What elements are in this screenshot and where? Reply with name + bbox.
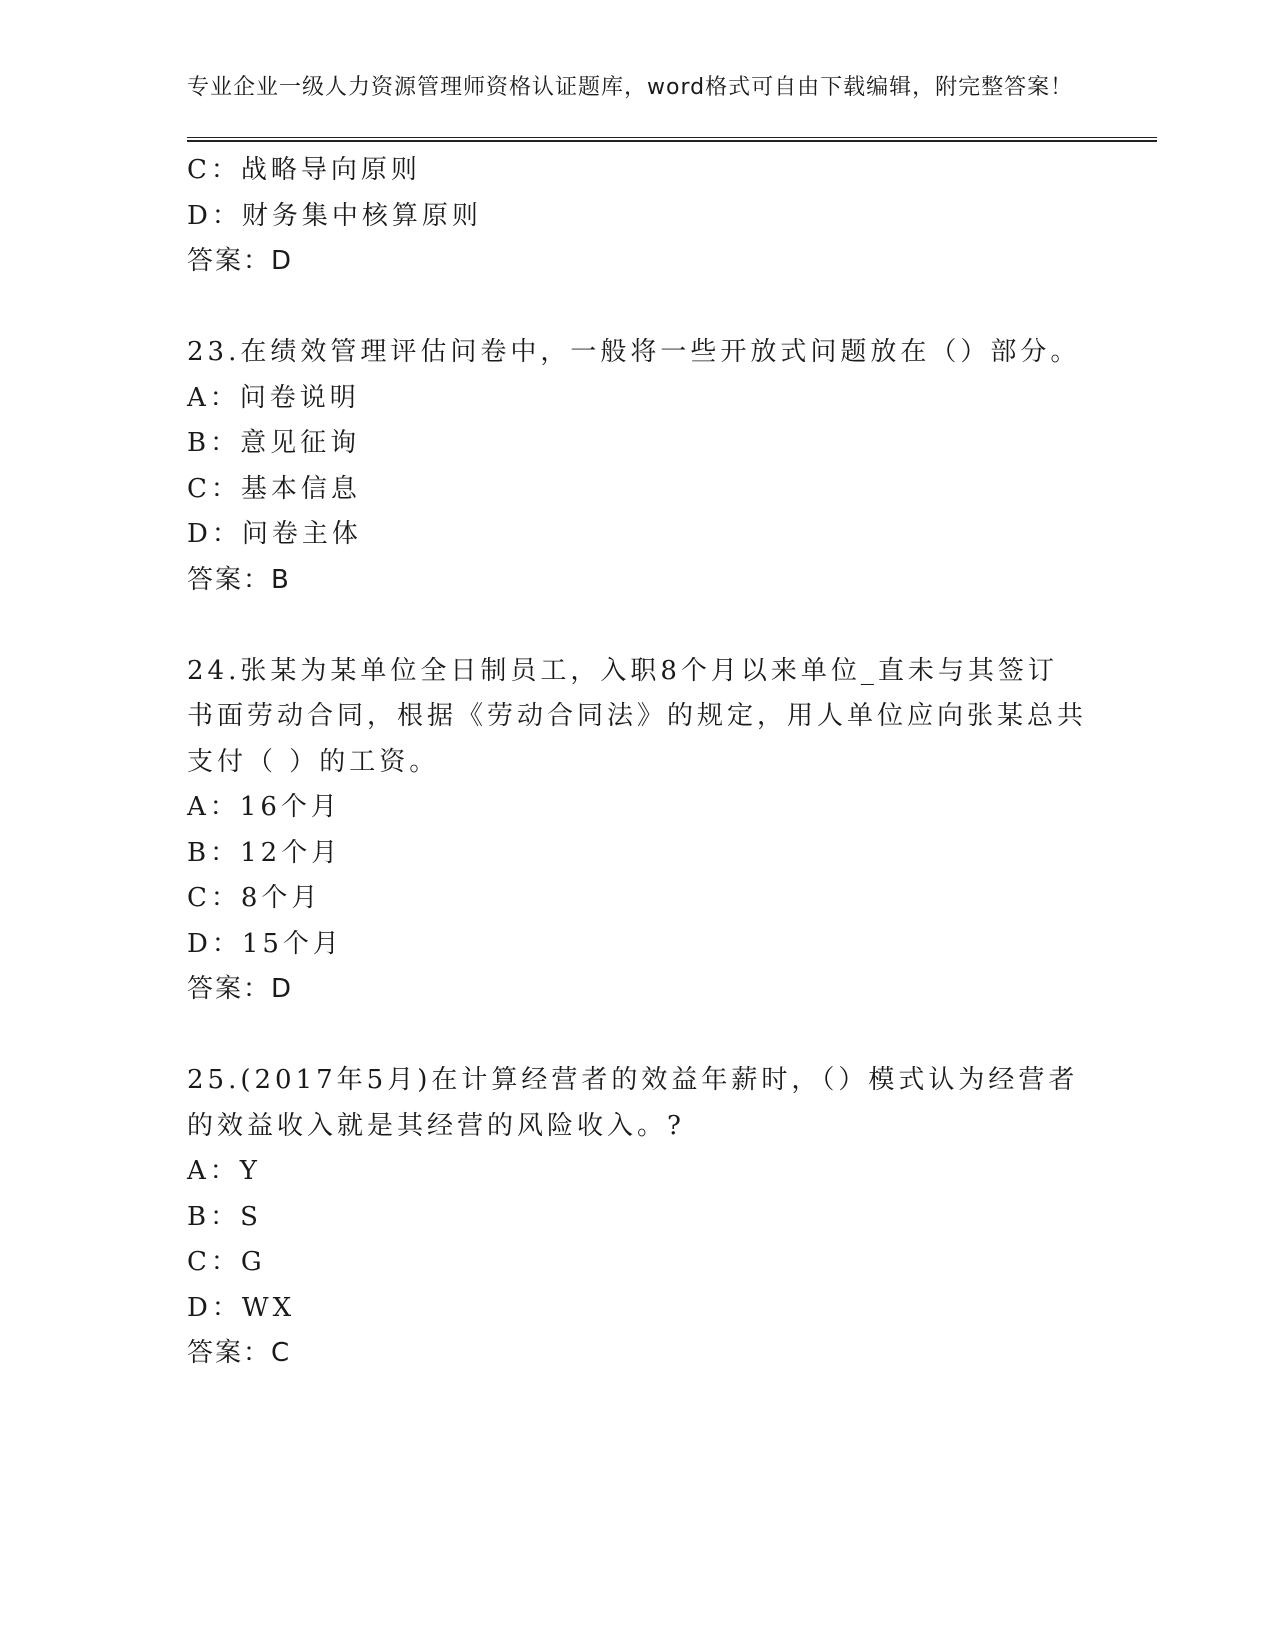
option-d: D：财务集中核算原则 (187, 200, 482, 231)
question-24-stem: 24.张某为某单位全日制员工，入职8个月以来单位_直未与其签订书面劳动合同，根据《劳动合同法》的规定，用人单位应向张某总共支付（ ）的工资。 (187, 655, 1088, 777)
question-25-option-c: C：G (187, 1247, 266, 1277)
question-24-option-d: D：15个月 (187, 928, 343, 959)
document-body (187, 148, 1157, 1377)
question-23-answer: 答案：B (187, 564, 291, 595)
question-25-stem: 25.(2017年5月)在计算经营者的效益年薪时，（）模式认为经营者的效益收入就是其经营的风险收入。? (187, 1065, 1079, 1141)
header-divider (187, 137, 1157, 142)
question-23-option-d: D：问卷主体 (187, 519, 362, 549)
spacer (187, 1013, 1157, 1059)
question-24-option-b: B：12个月 (187, 837, 342, 868)
question-25-option-d: D：WX (187, 1292, 296, 1323)
question-23-option-b: B：意见征询 (187, 428, 361, 458)
document-header: 专业企业一级人力资源管理师资格认证题库，word格式可自由下载编辑，附完整答案！ (187, 75, 1074, 100)
question-25-answer: 答案：C (187, 1338, 292, 1368)
question-25-option-b: B：S (187, 1201, 262, 1232)
question-25-option-a: A：Y (187, 1156, 261, 1186)
spacer (187, 285, 1157, 331)
question-23-option-a: A：问卷说明 (187, 382, 360, 413)
option-c: C：战略导向原则 (187, 155, 421, 185)
spacer (187, 603, 1157, 649)
question-24-option-c: C：8个月 (187, 883, 322, 913)
answer-line: 答案：D (187, 246, 294, 276)
question-23-option-c: C：基本信息 (187, 473, 361, 504)
question-24-answer: 答案：D (187, 974, 294, 1004)
document-page (187, 72, 1157, 1377)
question-23-stem: 23.在绩效管理评估问卷中，一般将一些开放式问题放在（）部分。 (187, 337, 1081, 367)
question-24-option-a: A：16个月 (187, 792, 341, 822)
